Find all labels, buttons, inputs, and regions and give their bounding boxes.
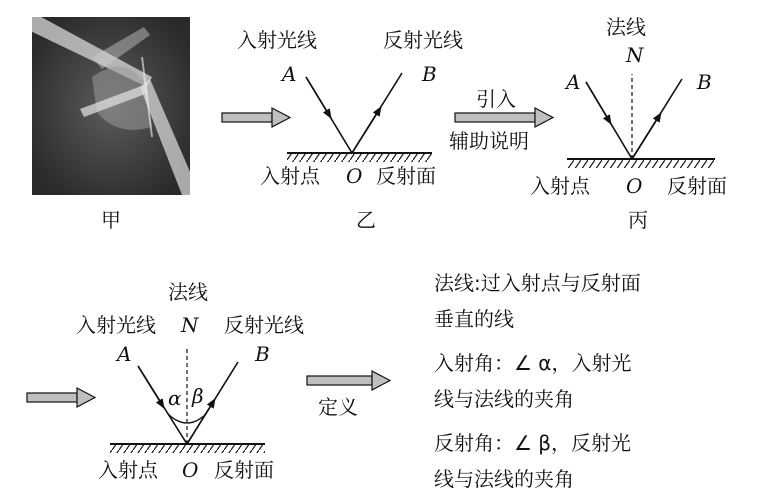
arrow-introduce-label: 引入 (476, 87, 516, 111)
normal-definition-line-1: 法线:过入射点与反射面 (434, 271, 641, 295)
final-angle-alpha: α (168, 386, 182, 410)
bing-point-n: N (626, 43, 644, 67)
final-angle-beta: β (192, 384, 204, 408)
bing-point-o: O (626, 174, 643, 198)
yi-point-a: A (282, 62, 297, 86)
bing-point-b: B (697, 70, 712, 94)
final-surface-label: 反射面 (214, 458, 274, 482)
arrow-aux-label: 辅助说明 (449, 129, 529, 153)
bing-point-a: A (566, 70, 581, 94)
bing-incidence-point-label: 入射点 (530, 174, 590, 198)
bing-normal-label: 法线 (606, 15, 646, 39)
reflected-ray-arrow (352, 107, 381, 153)
final-point-n: N (181, 313, 199, 337)
final-point-b: B (255, 342, 270, 366)
yi-incidence-point-label: 入射点 (260, 164, 320, 188)
final-incidence-point-label: 入射点 (98, 458, 158, 482)
yi-point-o: O (346, 164, 363, 188)
incident-ray-arrow (306, 77, 331, 118)
yi-point-b: B (422, 62, 437, 86)
final-reflected-label: 反射光线 (224, 313, 304, 337)
reflection-definition-line-1: 反射角：∠ β，反射光 (434, 431, 632, 455)
reflection-definition-line-2: 线与法线的夹角 (434, 467, 574, 491)
block-arrow-1 (222, 108, 290, 127)
final-point-o: O (182, 458, 199, 482)
panel-yi-diagram (287, 73, 432, 162)
yi-surface-label: 反射面 (376, 164, 436, 188)
incident-ray-arrow (586, 82, 611, 124)
surface-hatch (110, 444, 265, 453)
surface-hatch (287, 153, 432, 162)
panel-final-diagram (110, 342, 265, 453)
caption-bing: 丙 (628, 208, 648, 232)
reflection-angle-definition (434, 425, 754, 497)
yi-reflected-label: 反射光线 (383, 28, 463, 52)
caption-jia: 甲 (101, 208, 121, 232)
incident-ray-arrow (138, 366, 164, 408)
panel-bing-diagram (566, 70, 715, 168)
bing-surface-label: 反射面 (667, 174, 727, 198)
incidence-angle-definition (434, 345, 754, 417)
block-arrow-3 (27, 388, 95, 407)
arrow-define-label: 定义 (318, 395, 358, 419)
normal-definition-line-2: 垂直的线 (434, 307, 514, 331)
incidence-definition-line-1: 入射角：∠ α，入射光 (434, 351, 632, 375)
reflected-ray-arrow (632, 113, 661, 159)
final-point-a: A (117, 342, 132, 366)
yi-incident-label: 入射光线 (237, 28, 317, 52)
final-incident-label: 入射光线 (76, 313, 156, 337)
block-arrow-4 (307, 371, 390, 390)
incidence-definition-line-2: 线与法线的夹角 (434, 387, 574, 411)
caption-yi: 乙 (356, 208, 376, 232)
surface-hatch (567, 159, 715, 168)
final-normal-label: 法线 (168, 280, 208, 304)
normal-definition (434, 265, 754, 337)
